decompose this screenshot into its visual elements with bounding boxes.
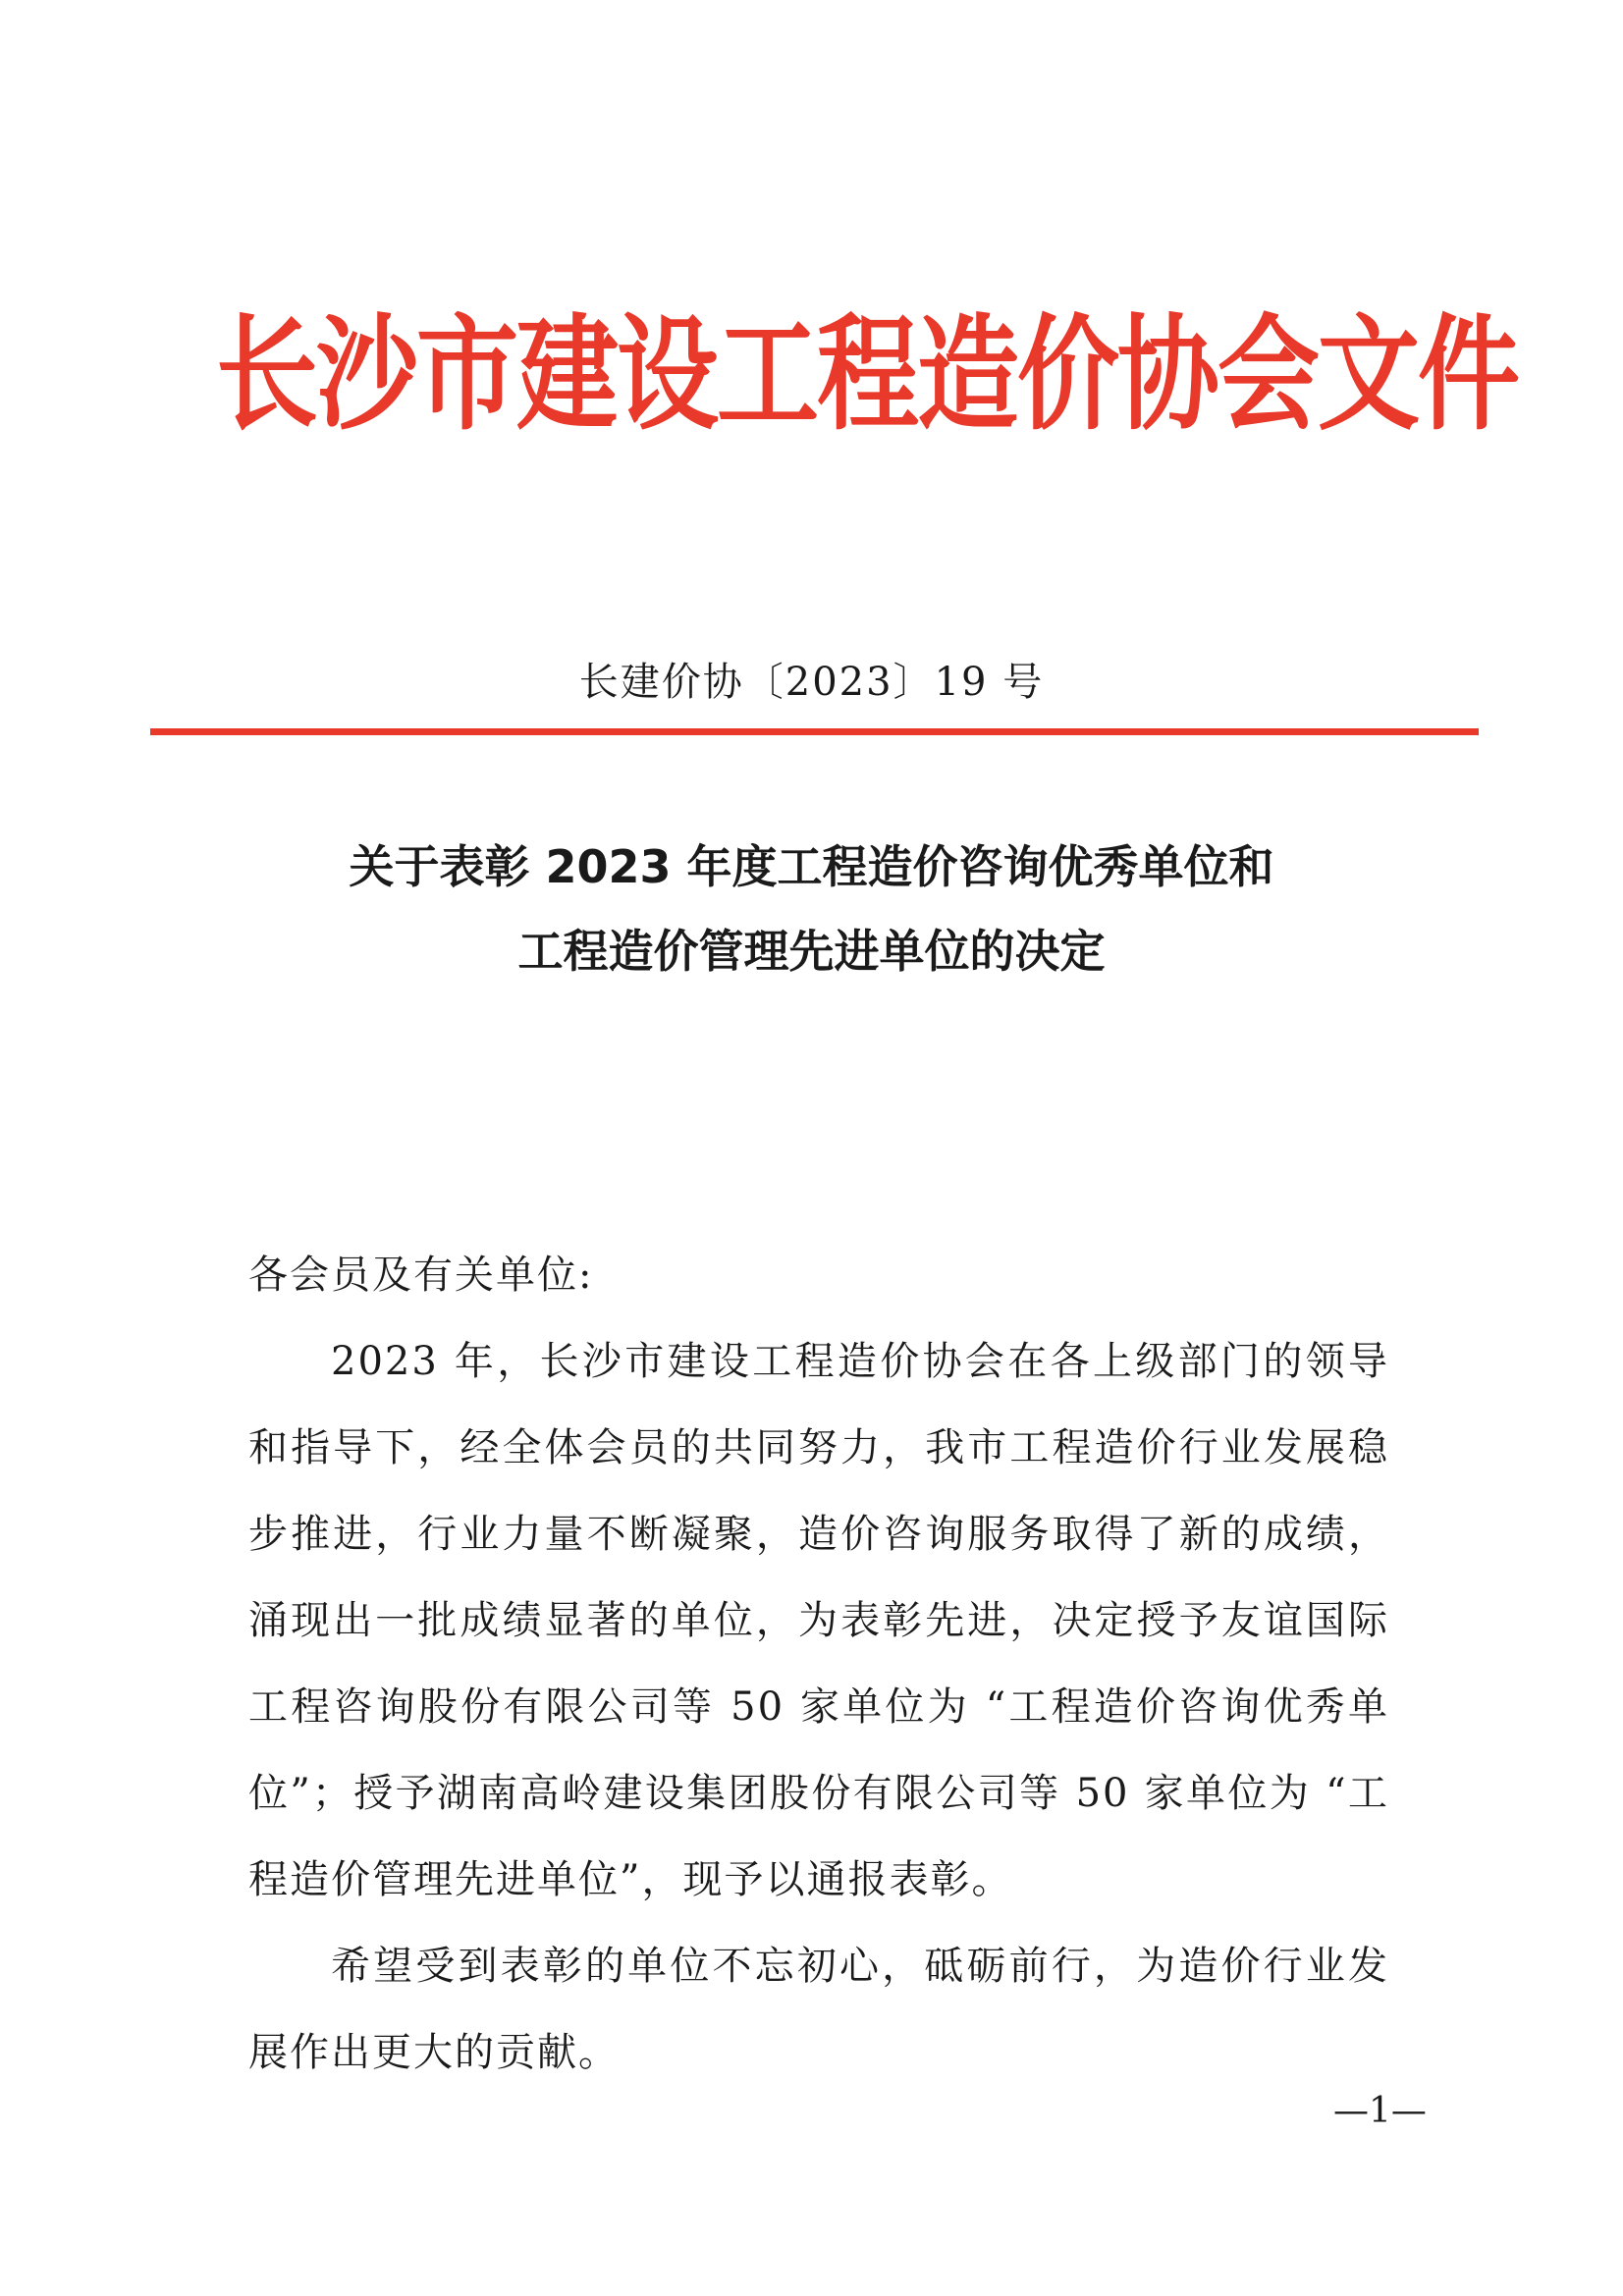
body-paragraph-1: 2023 年，长沙市建设工程造价协会在各上级部门的领导和指导下，经全体会员的共同努力，我市工程造价行业发展稳步推进，行业力量不断凝聚，造价咨询服务取得了新的成绩，涌现出一批成绩显著的单位，为表彰先进，决定授予友谊国际工程咨询股份有限公司等 50 家单位为 “工程造价咨询优秀单位”；授予湖南高岭建设集团股份有限公司等 50 家单位为 “工程造价管理先进单位”，现予以通报表彰。 <box>248 1339 1389 1902</box>
page-number: —1— <box>1333 2091 1427 2131</box>
title-line-2: 工程造价管理先进单位的决定 <box>517 925 1106 978</box>
body-paragraph-2: 希望受到表彰的单位不忘初心，砥砺前行，为造价行业发展作出更大的贡献。 <box>248 1944 1389 2075</box>
document-number: 长建价协〔2023〕19 号 <box>578 660 1045 705</box>
document-title <box>0 825 1623 993</box>
salutation: 各会员及有关单位: <box>248 1253 594 1298</box>
title-line-1: 关于表彰 2023 年度工程造价咨询优秀单位和 <box>349 840 1274 893</box>
red-divider-line <box>150 728 1479 735</box>
document-body <box>248 1232 1389 2096</box>
masthead-title: 长沙市建设工程造价协会文件 <box>216 301 1519 448</box>
